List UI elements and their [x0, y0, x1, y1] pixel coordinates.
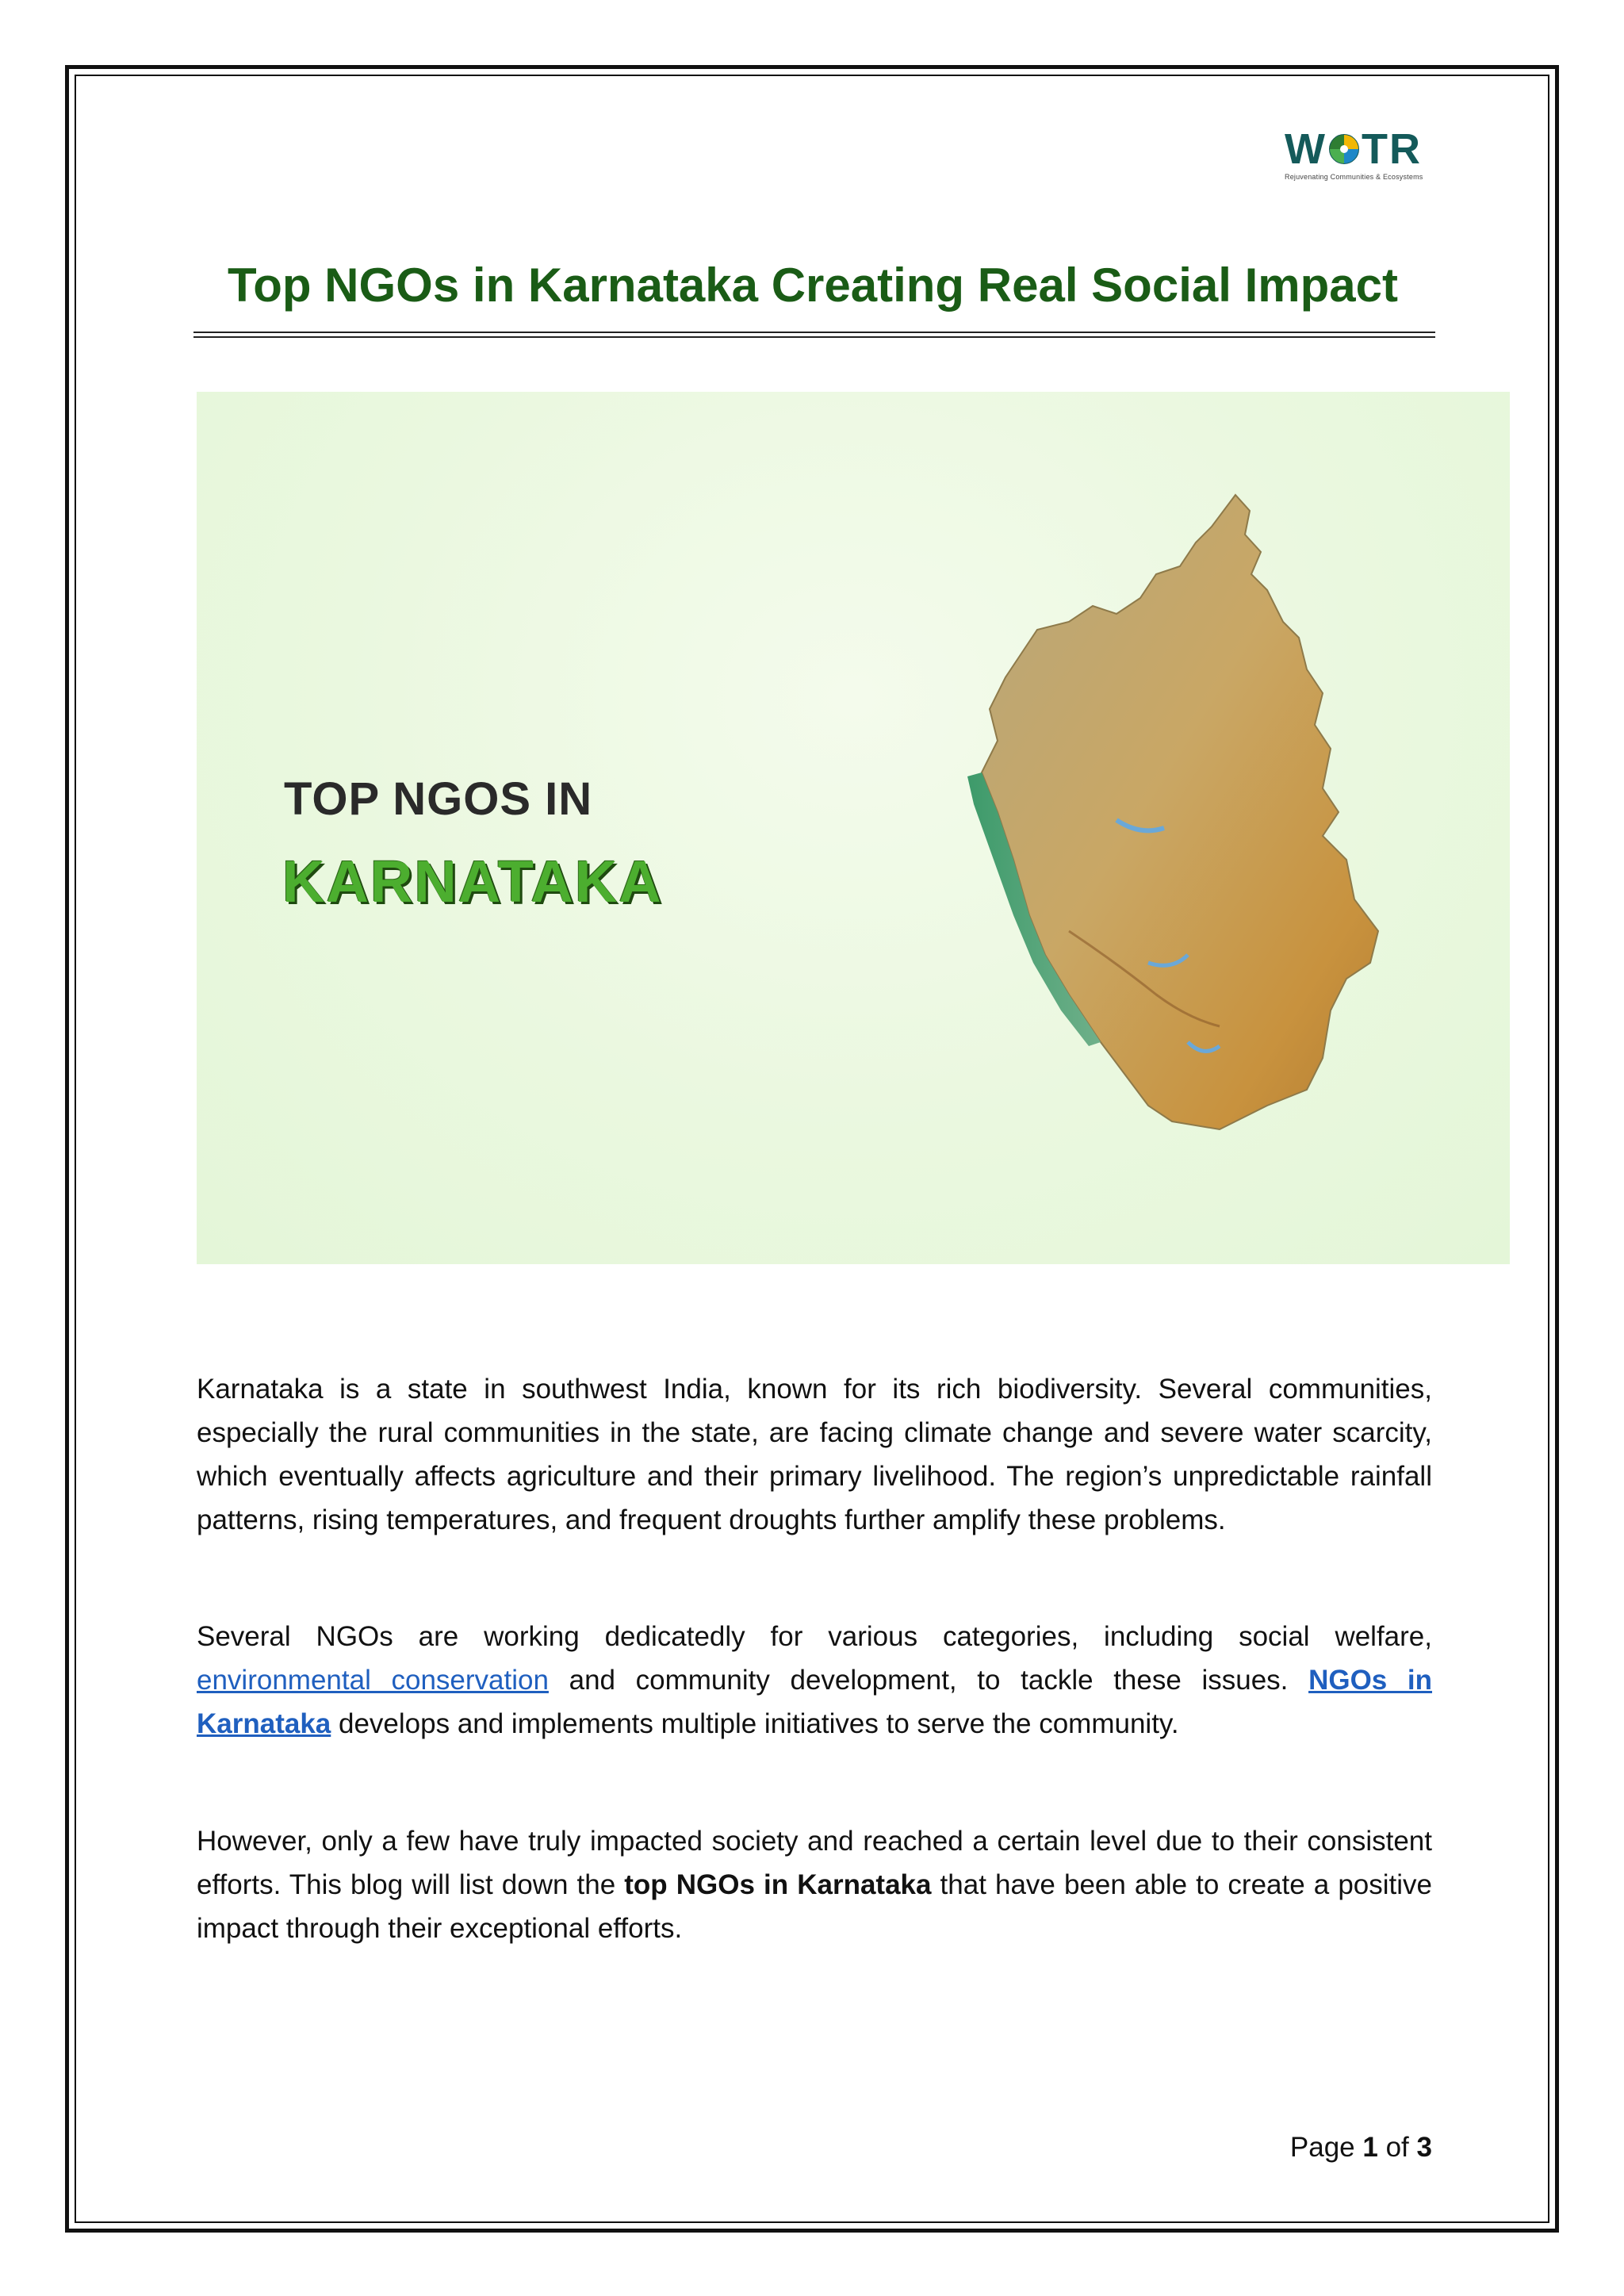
environmental-conservation-link[interactable]: environmental conservation: [197, 1665, 549, 1696]
title-underline-second: [193, 336, 1435, 338]
ngos-in-karnataka-link[interactable]: NGOs in Karnataka: [197, 1665, 1433, 1739]
top-ngos-highlight: top NGOs in Karnataka: [624, 1869, 932, 1900]
logo-letters-tr: TR: [1361, 125, 1422, 173]
page-number: [1237, 2132, 1432, 2164]
wotr-logo: [1285, 127, 1435, 190]
paragraph2-text-part2: and community development, to tackle these issues.: [548, 1665, 1309, 1696]
ngo-categories-paragraph: [197, 1615, 1432, 1746]
page-word: Page: [1289, 2132, 1355, 2163]
blog-intro-paragraph: [197, 1819, 1432, 1950]
paragraph2-text-part1: Several NGOs are working dedicatedly for various categories, including social welfare,: [197, 1621, 1432, 1652]
logo-wordmark: [1285, 127, 1435, 171]
current-page: 1: [1362, 2132, 1378, 2163]
title-underline: [193, 332, 1435, 333]
page-title: Top NGOs in Karnataka Creating Real Social Impact: [228, 259, 1398, 312]
hero-heading-line2: KARNATAKA: [282, 849, 663, 914]
total-pages: 3: [1416, 2132, 1432, 2163]
logo-tagline: Rejuvenating Communities & Ecosystems: [1285, 173, 1423, 181]
leaf-globe-icon: [1327, 132, 1361, 166]
paragraph2-text-part3: develops and implements multiple initiatives to serve the community.: [331, 1708, 1179, 1739]
paragraph3-text-part1: However, only a few have truly impacted society and reached a certain level due to their consistent efforts. This blog will list down the: [197, 1826, 1432, 1900]
karnataka-map-illustration: [950, 487, 1394, 1201]
of-word: of: [1385, 2132, 1409, 2163]
intro-paragraph: Karnataka is a state in southwest India, known for its rich biodiversity. Several communities, especially the rural communities in the state, are facing climate change and severe water scarcity, which eventually affects agriculture and their primary livelihood. The region’s unpredictable rainfall patterns, rising temperatures, and frequent droughts further amplify these problems.: [197, 1374, 1432, 1535]
hero-heading-line1: TOP NGOS IN: [284, 773, 593, 825]
paragraph3-text-part2: that have been able to create a positive impact through their exceptional efforts.: [197, 1869, 1432, 1944]
logo-letter-w: W: [1285, 125, 1327, 173]
hero-banner-image: [197, 392, 1510, 1264]
